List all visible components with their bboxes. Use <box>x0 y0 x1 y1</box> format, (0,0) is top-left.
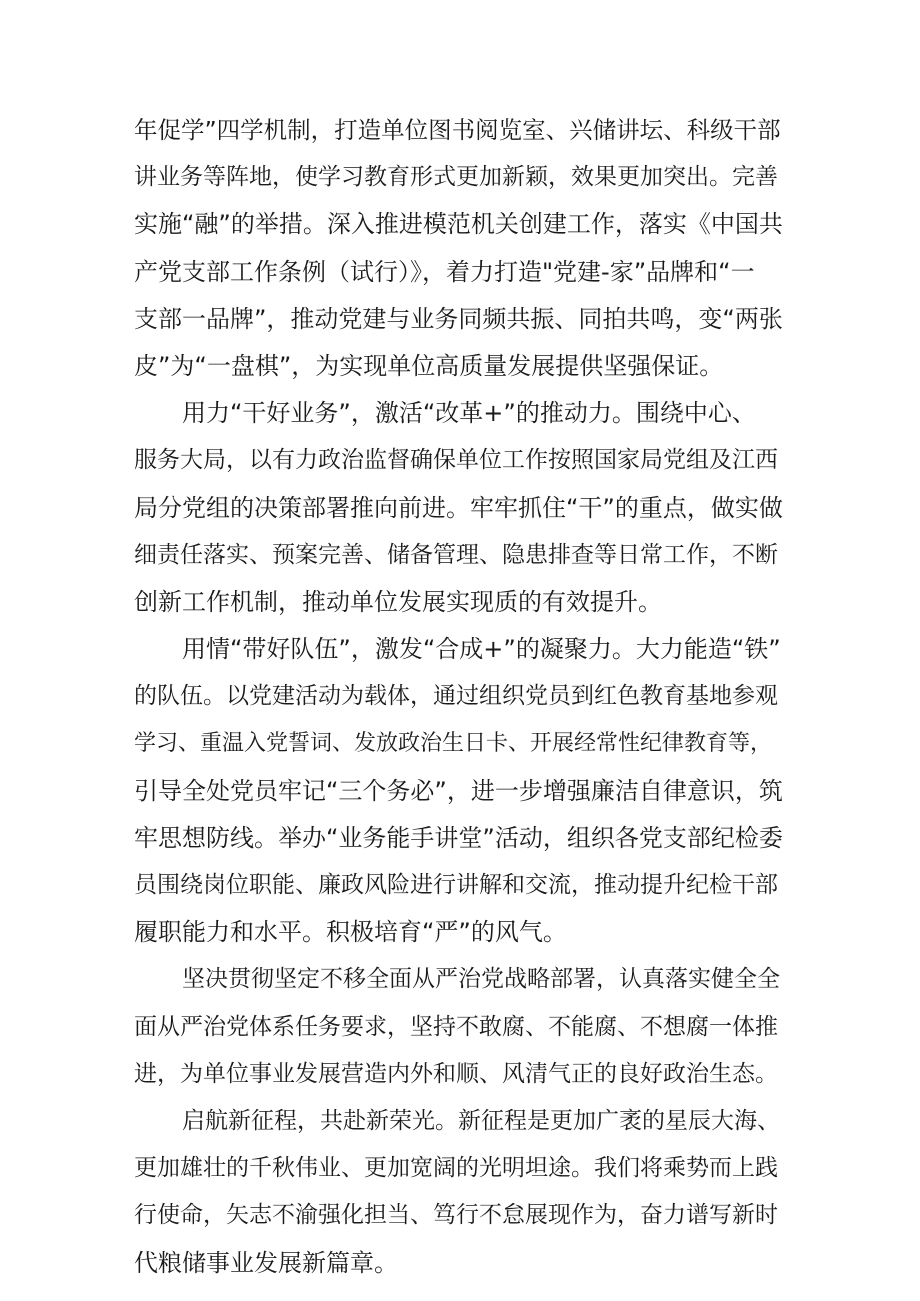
text-line: 面从严治党体系任务要求，坚持不敢腐、不能腐、不想腐一体推 <box>134 1013 778 1040</box>
text-line: 启航新征程，共赴新荣光。新征程是更加广袤的星辰大海、 <box>182 1107 780 1134</box>
text-line: 履职能力和水平。积极培育“严”的风气。 <box>134 918 567 947</box>
text-line: 学习、重温入党誓词、发放政治生日卡、开展经常性纪律教育等， <box>134 731 773 757</box>
paragraph-5 <box>134 1098 786 1287</box>
text-line: 皮”为“一盘棋”，为实现单位高质量发展提供坚强保证。 <box>134 351 724 380</box>
text-line: 讲业务等阵地，使学习教育形式更加新颖，效果更加突出。完善 <box>134 164 778 191</box>
paragraph-4 <box>134 956 786 1098</box>
text-line: 细责任落实、预案完善、储备管理、隐患排查等日常工作，不断 <box>134 541 778 568</box>
paragraph-2 <box>134 390 786 626</box>
text-line: 员围绕岗位职能、廉政风险进行讲解和交流，推动提升纪检干部 <box>134 872 778 898</box>
text-line: 支部一品牌”，推动党建与业务同频共振、同拍共鸣，变“两张 <box>134 304 783 333</box>
text-line: 牢思想防线。举办“业务能手讲堂”活动，组织各党支部纪检委 <box>134 823 783 852</box>
text-line: 引导全处党员牢记“三个务必”，进一步增强廉洁自律意识，筑 <box>134 776 783 805</box>
text-line: 年促学”四学机制，打造单位图书阅览室、兴储讲坛、科级干部 <box>134 116 781 144</box>
text-line: 局分党组的决策部署推向前进。牢牢抓住“干”的重点，做实做 <box>134 493 783 522</box>
text-line: 的队伍。以党建活动为载体，通过组织党员到红色教育基地参观 <box>134 683 778 710</box>
text-line: 行使命，矢志不渝强化担当、笃行不怠展现作为，奋力谱写新时 <box>134 1202 778 1229</box>
paragraph-3 <box>134 626 786 956</box>
text-line: 创新工作机制，推动单位发展实现质的有效提升。 <box>134 587 662 616</box>
text-line: 代粮储事业发展新篇章。 <box>134 1248 398 1277</box>
text-line: 产党支部工作条例（试行）》，着力打造"党建-家”品牌和“一 <box>134 257 755 286</box>
document-body <box>134 107 786 1287</box>
text-line: 坚决贯彻坚定不移全面从严治党战略部署，认真落实健全全 <box>182 966 780 993</box>
paragraph-1 <box>134 107 786 390</box>
text-line: 用情“带好队伍”，激发“合成+”的凝聚力。大力能造“铁” <box>182 635 781 664</box>
text-line: 服务大局，以有力政治监督确保单位工作按照国家局党组及江西 <box>134 447 778 474</box>
text-line: 更加雄壮的千秋伟业、更加宽阔的光明坦途。我们将乘势而上践 <box>134 1155 778 1182</box>
text-line: 实施“融”的举措。深入推进模范机关创建工作，落实《中国共 <box>134 210 783 239</box>
text-line: 进，为单位事业发展营造内外和顺、风清气正的良好政治生态。 <box>134 1060 778 1087</box>
text-line: 用力“干好业务”，激活“改革+”的推动力。围绕中心、 <box>182 399 756 428</box>
